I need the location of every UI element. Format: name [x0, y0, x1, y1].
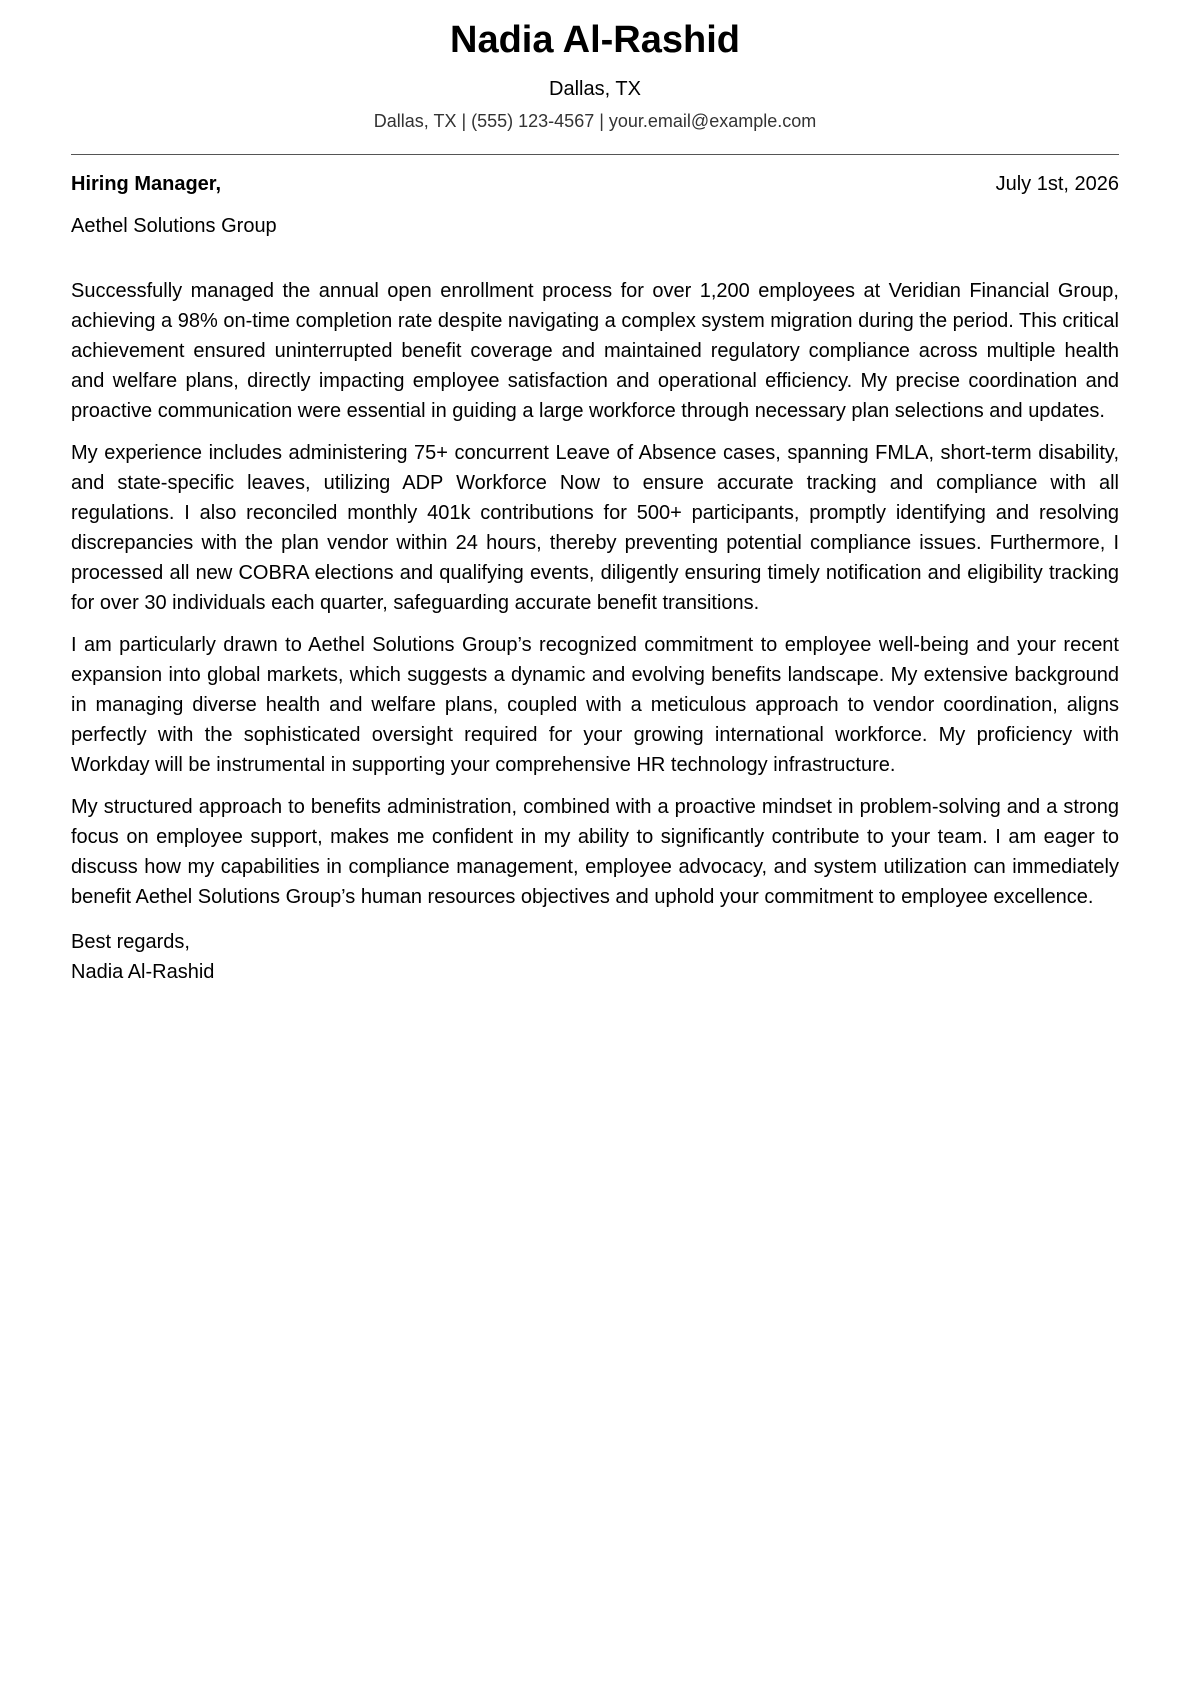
signature-name: Nadia Al-Rashid [71, 961, 215, 983]
sender-name: Nadia Al-Rashid [450, 19, 740, 61]
body-paragraph-4: My structured approach to benefits administration, combined with a proactive mindset in problem-solving and a strong focus on employee support, makes me confident in my ability to significantly contribute to your team. I am eager to discuss how my capabilities in compliance management, employee advocacy, and system utilization can immediately benefit Aethel Solutions Group’s human resources objectives and uphold your commitment to employee excellence. [71, 796, 1119, 908]
letter-body [71, 276, 1119, 912]
body-paragraph-1: Successfully managed the annual open enrollment process for over 1,200 employees at Veridian Financial Group, achieving a 98% on-time completion rate despite navigating a complex system migration during the period. This critical achievement ensured uninterrupted benefit coverage and maintained regulatory compliance across multiple health and welfare plans, directly impacting employee satisfaction and operational efficiency. My precise coordination and proactive communication were essential in guiding a large workforce through necessary plan selections and updates. [71, 280, 1119, 422]
recipient-date-row [71, 170, 1119, 198]
recipient-company: Aethel Solutions Group [71, 215, 277, 237]
header-divider [71, 154, 1119, 155]
recipient-salutation: Hiring Manager, [71, 173, 222, 195]
letter-date: July 1st, 2026 [995, 173, 1119, 195]
closing-phrase: Best regards, [71, 931, 190, 953]
sender-contact-line: Dallas, TX | (555) 123-4567 | your.email@example.com [373, 111, 817, 131]
letter-header [71, 0, 1119, 134]
body-paragraph-2: My experience includes administering 75+ concurrent Leave of Absence cases, spanning FMLA, short-term disability, and state-specific leaves, utilizing ADP Workforce Now to ensure accurate tracking and compliance with all regulations. I also reconciled monthly 401k contributions for 500+ participants, promptly identifying and resolving discrepancies with the plan vendor within 24 hours, thereby preventing potential compliance issues. Furthermore, I processed all new COBRA elections and qualifying events, diligently ensuring timely notification and eligibility tracking for over 30 individuals each quarter, safeguarding accurate benefit transitions. [71, 442, 1119, 614]
body-paragraph-3: I am particularly drawn to Aethel Solutions Group’s recognized commitment to employee well-being and your recent expansion into global markets, which suggests a dynamic and evolving benefits landscape. My extensive background in managing diverse health and welfare plans, coupled with a meticulous approach to vendor coordination, aligns perfectly with the sophisticated oversight required for your growing international workforce. My proficiency with Workday will be instrumental in supporting your comprehensive HR technology infrastructure. [71, 634, 1119, 776]
sender-location: Dallas, TX [549, 78, 641, 100]
letter-closing-block [71, 927, 1119, 987]
